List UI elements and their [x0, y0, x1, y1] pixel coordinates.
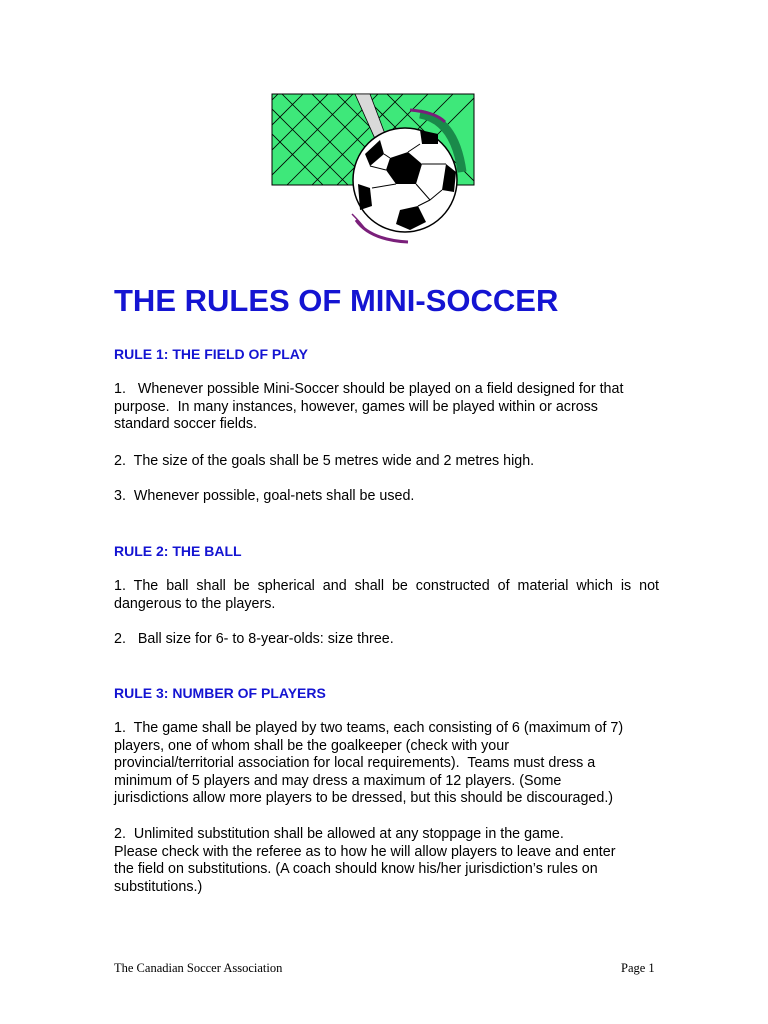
rule-1-heading: RULE 1: THE FIELD OF PLAY — [114, 346, 308, 362]
rule-1-paragraph-3: 3. Whenever possible, goal-nets shall be used. — [114, 488, 415, 504]
page-number: Page 1 — [621, 961, 655, 975]
rule-1-paragraph-2: 2. The size of the goals shall be 5 metres wide and 2 metres high. — [114, 453, 535, 469]
rule-3-paragraph-1: 1. The game shall be played by two teams, each consisting of 6 (maximum of 7) players, one of whom shall be the goalkeeper (check with your provincial/territorial association for local requirements). Teams must dress a minimum of 5 players and may dress a maximum of 12 players. (Some jurisdictions allow more players to be dressed, but this should be discouraged.) — [114, 720, 624, 806]
footer-organization: The Canadian Soccer Association — [114, 961, 283, 975]
rule-2-heading: RULE 2: THE BALL — [114, 543, 242, 559]
rule-2-paragraph-1: 1. The ball shall be spherical and shall be constructed of material which is not dangerous to the players. — [114, 578, 663, 612]
rule-3-paragraph-2: 2. Unlimited substitution shall be allowed at any stoppage in the game. Please check with the referee as to how he will allow players to leave and enter the field on substitutions. (A coach should know his/her jurisdiction’s rules on substitutions.) — [114, 826, 616, 895]
rule-1-paragraph-1: 1. Whenever possible Mini-Soccer should be played on a field designed for that purpose. In many instances, however, games will be played within or across standard soccer fields. — [114, 381, 624, 432]
rule-3-heading: RULE 3: NUMBER OF PLAYERS — [114, 685, 326, 701]
soccer-ball-net-icon — [270, 92, 480, 252]
rule-2-paragraph-2: 2. Ball size for 6- to 8-year-olds: size three. — [114, 631, 394, 647]
page-title: THE RULES OF MINI-SOCCER — [114, 283, 559, 318]
